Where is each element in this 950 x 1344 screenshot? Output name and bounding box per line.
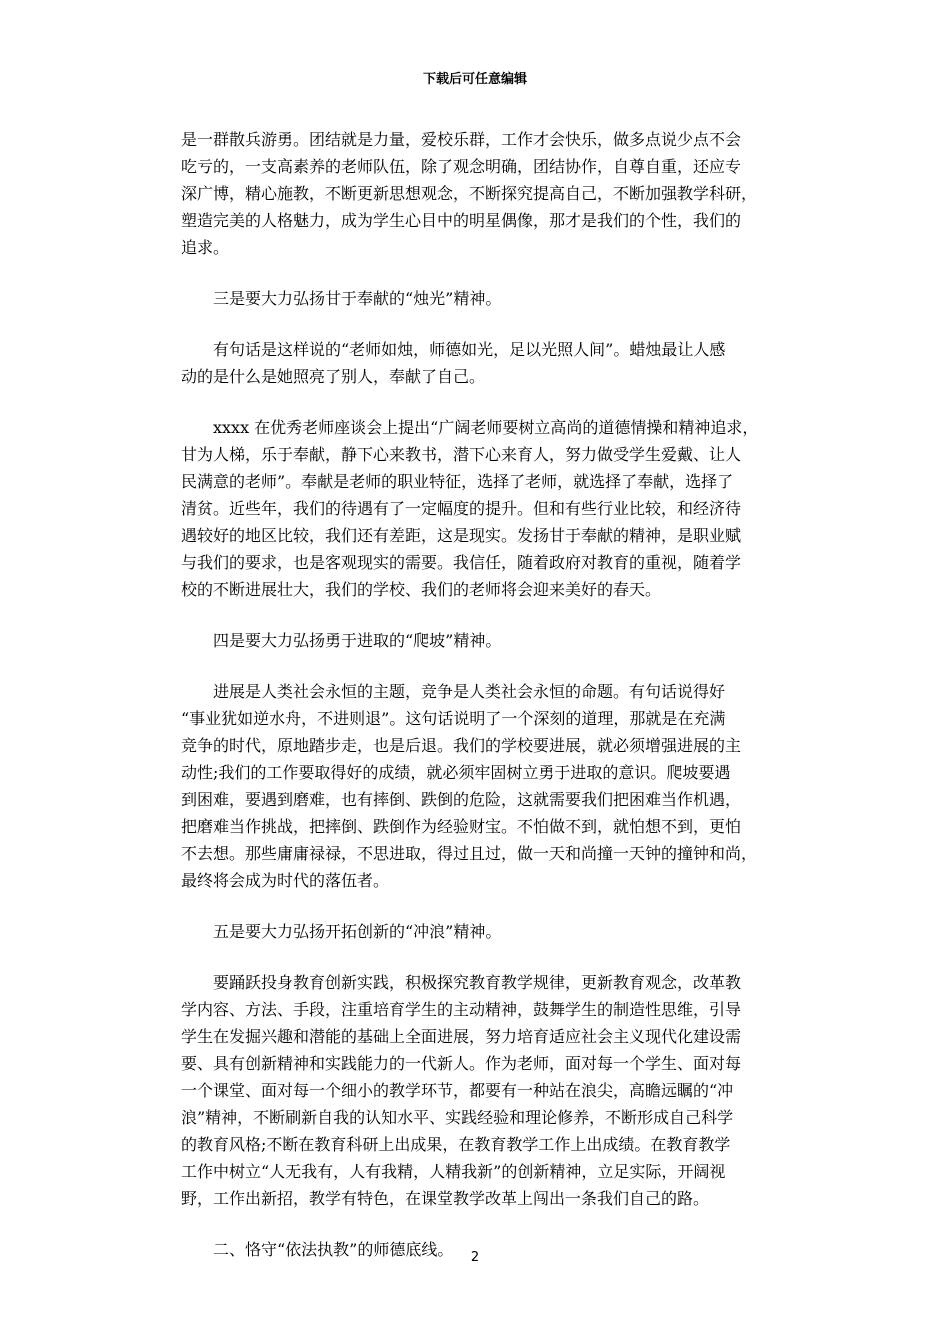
- text-line: 竞争的时代，原地踏步走，也是后退。我们的学校要进展，就必须增强进展的主: [181, 736, 742, 755]
- text-line: 把磨难当作挑战，把摔倒、跌倒作为经验财宝。不怕做不到，就怕想不到，更怕: [181, 817, 742, 836]
- paragraph-gap: [181, 603, 781, 627]
- text-line: 民满意的老师”。奉献是老师的职业特征，选择了老师，就选择了奉献，选择了: [181, 472, 734, 491]
- text-line: 不去想。那些庸庸禄禄，不思进取，得过且过，做一天和尚撞一天钟的撞钟和尚，: [181, 844, 758, 863]
- page-header: 下载后可任意编辑: [422, 72, 527, 87]
- text-line: 吃亏的，一支高素养的老师队伍，除了观念明确，团结协作，自尊自重，还应专: [181, 157, 742, 176]
- paragraph-gap: [181, 390, 781, 414]
- paragraph: [181, 918, 781, 945]
- text-line: 要踊跃投身教育创新实践，积极探究教育教学规律，更新教育观念，改革教: [181, 973, 742, 992]
- text-line: 二、恪守“依法执教”的师德底线。: [181, 1240, 454, 1259]
- text-line: 一个课堂、面对每一个细小的教学环节，都要有一种站在浪尖，高瞻远瞩的“冲: [181, 1081, 734, 1100]
- text-line: 学生在发掘兴趣和潜能的基础上全面进展，努力培育适应社会主义现代化建设需: [181, 1027, 742, 1046]
- paragraph-gap: [181, 894, 781, 918]
- text-line: 深广博，精心施教，不断更新思想观念，不断探究提高自己，不断加强教学科研，: [181, 184, 758, 203]
- text-line: 清贫。近些年，我们的待遇有了一定幅度的提升。但和有些行业比较，和经济待: [181, 499, 742, 518]
- text-line: 浪”精神，不断刷新自我的认知水平、实践经验和理论修养，不断形成自己科学: [181, 1108, 734, 1127]
- paragraph: [181, 126, 781, 261]
- text-line: 的教育风格;不断在教育科研上出成果，在教育教学工作上出成绩。在教育教学: [181, 1135, 731, 1154]
- paragraph: [181, 678, 781, 894]
- document-body: [181, 126, 781, 1263]
- paragraph-gap: [181, 312, 781, 336]
- text-line: 动性;我们的工作要取得好的成绩，就必须牢固树立勇于进取的意识。爬坡要遇: [181, 763, 731, 782]
- text-line: 野，工作出新招，教学有特色，在课堂教学改革上闯出一条我们自己的路。: [181, 1189, 710, 1208]
- paragraph: [181, 627, 781, 654]
- paragraph: [181, 414, 781, 603]
- text-line: 到困难，要遇到磨难，也有摔倒、跌倒的危险，这就需要我们把困难当作机遇，: [181, 790, 742, 809]
- paragraph-gap: [181, 1212, 781, 1236]
- text-line: 进展是人类社会永恒的主题，竞争是人类社会永恒的命题。有句话说得好: [181, 682, 726, 701]
- page-number: 2: [470, 1250, 480, 1265]
- text-line: 甘为人梯，乐于奉献，静下心来教书，潜下心来育人，努力做受学生爱戴、让人: [181, 445, 742, 464]
- paragraph-gap: [181, 654, 781, 678]
- paragraph: [181, 336, 781, 390]
- text-line: 要、具有创新精神和实践能力的一代新人。作为老师，面对每一个学生、面对每: [181, 1054, 742, 1073]
- text-line: 有句话是这样说的“老师如烛，师德如光，足以光照人间”。蜡烛最让人感: [181, 340, 726, 359]
- text-line: 动的是什么是她照亮了别人，奉献了自己。: [181, 367, 486, 386]
- text-line: 学内容、方法、手段，注重培育学生的主动精神，鼓舞学生的制造性思维，引导: [181, 1000, 742, 1019]
- paragraph-gap: [181, 945, 781, 969]
- text-line: 与我们的要求，也是客观现实的需要。我信任，随着政府对教育的重视，随着学: [181, 553, 742, 572]
- paragraph-gap: [181, 261, 781, 285]
- text-line: 工作中树立“人无我有，人有我精，人精我新”的创新精神，立足实际，开阔视: [181, 1162, 726, 1181]
- text-line: 校的不断进展壮大，我们的学校、我们的老师将会迎来美好的春天。: [181, 580, 662, 599]
- text-line: 四是要大力弘扬勇于进取的“爬坡”精神。: [181, 631, 502, 650]
- paragraph: [181, 969, 781, 1212]
- text-line: 遇较好的地区比较，我们还有差距，这是现实。发扬甘于奉献的精神，是职业赋: [181, 526, 742, 545]
- text-line: 追求。: [181, 238, 230, 257]
- text-line: 塑造完美的人格魅力，成为学生心目中的明星偶像，那才是我们的个性，我们的: [181, 211, 742, 230]
- text-line: 三是要大力弘扬甘于奉献的“烛光”精神。: [181, 289, 502, 308]
- text-line: “事业犹如逆水舟，不进则退”。这句话说明了一个深刻的道理，那就是在充满: [181, 709, 726, 728]
- text-line: 五是要大力弘扬开拓创新的“冲浪”精神。: [181, 922, 502, 941]
- text-line: xxxx 在优秀老师座谈会上提出“广阔老师要树立高尚的道德情操和精神追求，: [181, 418, 759, 437]
- text-line: 是一群散兵游勇。团结就是力量，爱校乐群，工作才会快乐，做多点说少点不会: [181, 130, 742, 149]
- paragraph: [181, 285, 781, 312]
- text-line: 最终将会成为时代的落伍者。: [181, 871, 390, 890]
